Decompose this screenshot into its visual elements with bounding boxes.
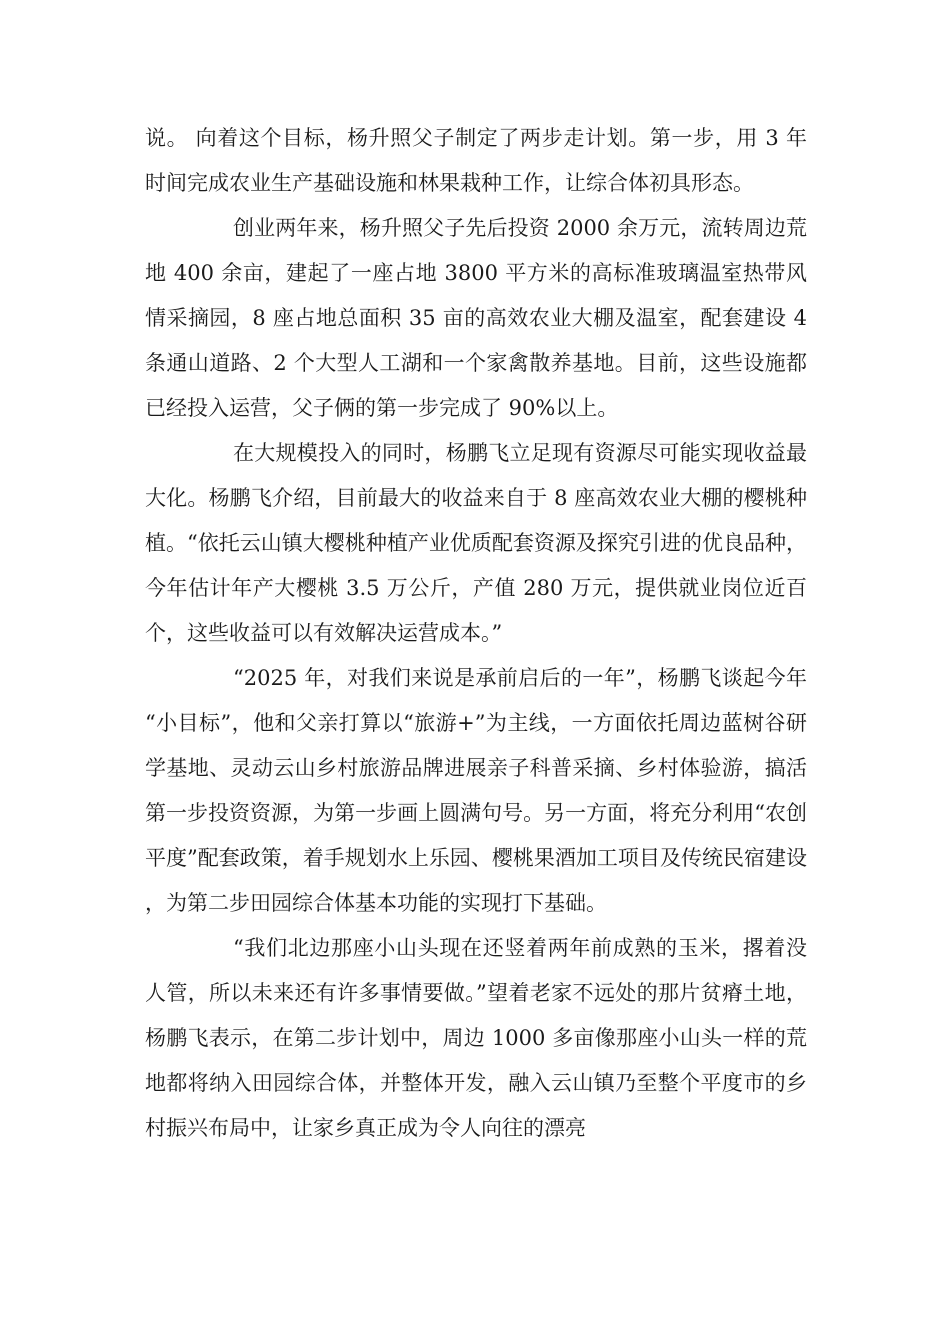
paragraph-1: 说。 向着这个目标，杨升照父子制定了两步走计划。第一步，用 3 年时间完成农业生产基础设施和林果栽种工作，让综合体初具形态。 — [145, 126, 807, 195]
paragraph-5: “我们北边那座小山头现在还竖着两年前成熟的玉米，撂着没人管，所以未来还有许多事情要做。”望着老家不远处的那片贫瘠土地，杨鹏飞表示，在第二步计划中，周边 1000 多亩像那座小山头一样的荒地都将纳入田园综合体，并整体开发，融入云山镇乃至整个平度市的乡村振兴布局中，让家乡真正成为令人向往的漂亮 — [145, 936, 807, 1140]
paragraph-3: 在大规模投入的同时，杨鹏飞立足现有资源尽可能实现收益最大化。杨鹏飞介绍，目前最大的收益来自于 8 座高效农业大棚的樱桃种植。“依托云山镇大樱桃种植产业优质配套资源及探究引进的优良品种，今年估计年产大樱桃 3.5 万公斤，产值 280 万元，提供就业岗位近百个，这些收益可以有效解决运营成本。” — [145, 441, 807, 645]
document-page — [145, 116, 807, 1151]
paragraph-2: 创业两年来，杨升照父子先后投资 2000 余万元，流转周边荒地 400 余亩，建起了一座占地 3800 平方米的高标准玻璃温室热带风情采摘园，8 座占地总面积 35 亩的高效农业大棚及温室，配套建设 4 条通山道路、2 个大型人工湖和一个家禽散养基地。目前，这些设施都已经投入运营，父子俩的第一步完成了 90%以上。 — [145, 216, 807, 420]
paragraph-4: “2025 年，对我们来说是承前启后的一年”，杨鹏飞谈起今年“小目标”，他和父亲打算以“旅游+”为主线，一方面依托周边蓝树谷研学基地、灵动云山乡村旅游品牌进展亲子科普采摘、乡村体验游，搞活第一步投资资源，为第一步画上圆满句号。另一方面，将充分利用“农创平度”配套政策，着手规划水上乐园、樱桃果酒加工项目及传统民宿建设，为第二步田园综合体基本功能的实现打下基础。 — [145, 666, 807, 915]
